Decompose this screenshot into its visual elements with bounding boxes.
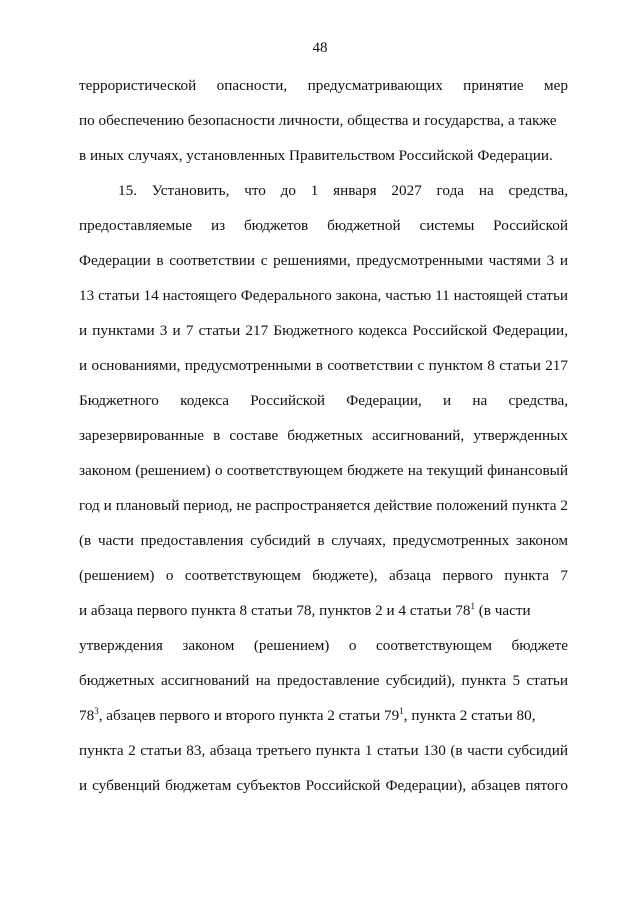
text-line: 13 статьи 14 настоящего Федерального закона, частью 11 настоящей статьи xyxy=(79,287,568,304)
page-number: 48 xyxy=(312,40,328,56)
text-line: законом (решением) о соответствующем бюджете на текущий финансовый xyxy=(79,462,568,479)
superscript: 1 xyxy=(470,601,475,611)
text-line: (в части предоставления субсидий в случаях, предусмотренных законом xyxy=(79,532,568,549)
text-line: год и плановый период, не распространяется действие положений пункта 2 xyxy=(79,497,568,514)
superscript: 1 xyxy=(399,706,404,716)
text-line: и основаниями, предусмотренными в соответствии с пунктом 8 статьи 217 xyxy=(79,357,568,374)
text-fragment: , абзацев первого и второго пункта 2 статьи 79 xyxy=(98,707,400,724)
text-line: пункта 2 статьи 83, абзаца третьего пункта 1 статьи 130 (в части субсидий xyxy=(79,742,568,759)
text-fragment: (в части xyxy=(478,602,531,619)
text-line: террористической опасности, предусматривающих принятие мер xyxy=(79,77,568,94)
text-line: утверждения законом (решением) о соответствующем бюджете xyxy=(79,637,568,654)
text-line-with-superscript xyxy=(79,601,568,621)
text-line: 15. Установить, что до 1 января 2027 года на средства, xyxy=(118,182,568,199)
text-fragment: 78 xyxy=(79,707,95,724)
text-line-with-superscript xyxy=(79,706,568,726)
text-line: Бюджетного кодекса Российской Федерации, и на средства, xyxy=(79,392,568,409)
superscript: 3 xyxy=(94,706,99,716)
text-line: (решением) о соответствующем бюджете), абзаца первого пункта 7 xyxy=(79,567,568,584)
text-fragment: , пункта 2 статьи 80, xyxy=(403,707,536,724)
text-line: и пунктами 3 и 7 статьи 217 Бюджетного кодекса Российской Федерации, xyxy=(79,322,568,339)
text-line: и субвенций бюджетам субъектов Российской Федерации), абзацев пятого xyxy=(79,777,568,794)
text-line: Федерации в соответствии с решениями, предусмотренными частями 3 и xyxy=(79,252,568,269)
text-fragment: и абзаца первого пункта 8 статьи 78, пунктов 2 и 4 статьи 78 xyxy=(79,602,471,619)
text-line: в иных случаях, установленных Правительством Российской Федерации. xyxy=(79,147,553,164)
text-line: по обеспечению безопасности личности, общества и государства, а также xyxy=(79,112,557,129)
text-line: бюджетных ассигнований на предоставление субсидий), пункта 5 статьи xyxy=(79,672,568,689)
text-line: предоставляемые из бюджетов бюджетной системы Российской xyxy=(79,217,568,234)
text-line: зарезервированные в составе бюджетных ассигнований, утвержденных xyxy=(79,427,568,444)
